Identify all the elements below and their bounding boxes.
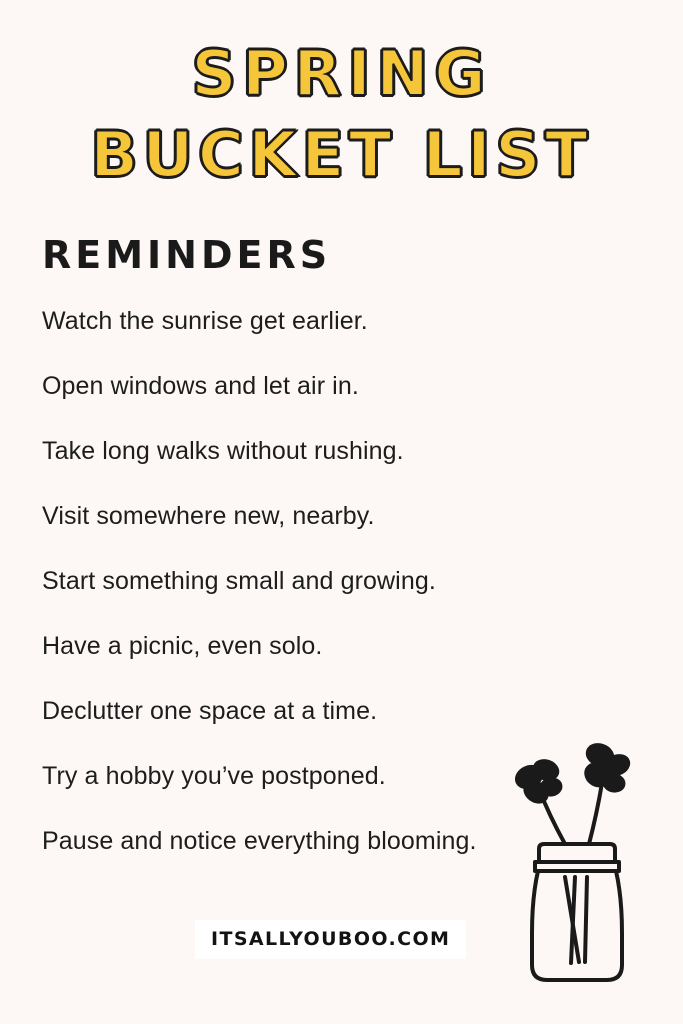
list-item: Pause and notice everything blooming. xyxy=(42,827,477,855)
poster-title-line-1: SPRING xyxy=(191,37,492,110)
poster-title-line-2: BUCKET LIST xyxy=(90,118,593,192)
title-block xyxy=(40,37,643,204)
list-item: Have a picnic, even solo. xyxy=(42,632,323,660)
website-footer-badge: ITSALLYOUBOO.COM xyxy=(195,920,466,959)
list-item: Declutter one space at a time. xyxy=(42,697,378,725)
list-item: Open windows and let air in. xyxy=(42,372,359,400)
list-item: Visit somewhere new, nearby. xyxy=(42,502,375,530)
reminders-list xyxy=(42,305,641,858)
poster-subtitle: REMINDERS xyxy=(42,233,332,277)
list-item: Start something small and growing. xyxy=(42,567,436,595)
list-item: Take long walks without rushing. xyxy=(42,437,404,465)
list-item: Watch the sunrise get earlier. xyxy=(42,307,368,335)
list-item: Try a hobby you’ve postponed. xyxy=(42,762,386,790)
